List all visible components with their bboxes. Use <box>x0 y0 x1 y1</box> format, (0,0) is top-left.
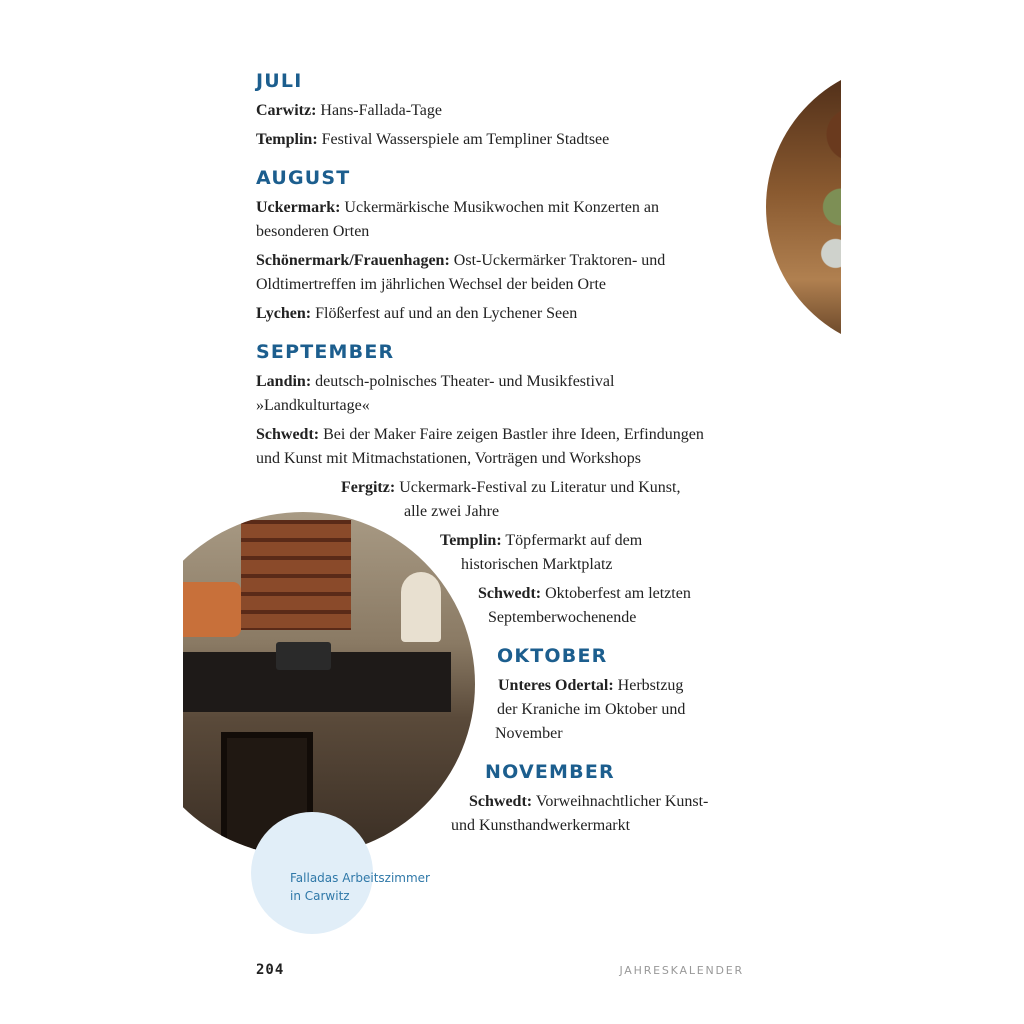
entry-september-templin <box>440 529 642 553</box>
entry-text: Festival Wasserspiele am Templiner Stadtsee <box>321 131 610 148</box>
entry-november-schwedt <box>469 790 708 814</box>
lamp-shape <box>401 572 441 642</box>
entry-text: und Kunst mit Mitmachstationen, Vorträgen und Workshops <box>256 450 641 467</box>
entry-place: Uckermark: <box>256 199 341 216</box>
entry-text: Bei der Maker Faire zeigen Bastler ihre Ideen, Erfindungen <box>323 426 704 443</box>
fallada-study-photo <box>183 512 475 856</box>
entry-place: Fergitz: <box>341 479 396 496</box>
entry-place: Schwedt: <box>256 426 320 443</box>
running-head: JAHRESKALENDER <box>619 964 744 977</box>
caption-line: in Carwitz <box>290 889 350 903</box>
entry-september-fergitz <box>341 476 680 500</box>
entry-place: Unteres Odertal: <box>498 677 614 694</box>
entry-august-schoenermark-cont <box>256 273 606 297</box>
entry-place: Carwitz: <box>256 102 317 119</box>
entry-august-uckermark <box>256 196 659 220</box>
entry-text: Septemberwochenende <box>488 609 637 626</box>
entry-place: Templin: <box>440 532 502 549</box>
entry-place: Lychen: <box>256 305 312 322</box>
page-number: 204 <box>256 962 285 978</box>
photo-caption <box>290 869 430 905</box>
entry-text: deutsch-polnisches Theater- und Musikfestival <box>315 373 615 390</box>
caption-line: Falladas Arbeitszimmer <box>290 871 430 885</box>
entry-november-schwedt-cont <box>451 814 630 838</box>
entry-juli-carwitz <box>256 99 442 123</box>
entry-august-schoenermark <box>256 249 665 273</box>
entry-text: November <box>495 725 563 742</box>
entry-text: der Kraniche im Oktober und <box>497 701 686 718</box>
entry-text: historischen Marktplatz <box>461 556 613 573</box>
typewriter-shape <box>276 642 331 670</box>
entry-text: Ost-Uckermärker Traktoren- und <box>453 252 666 269</box>
entry-juli-templin <box>256 128 609 152</box>
entry-september-schwedt-oktoberfest-cont <box>488 606 636 630</box>
bookshelf-shape <box>241 520 351 630</box>
entry-place: Schönermark/Frauenhagen: <box>256 252 450 269</box>
entry-text: alle zwei Jahre <box>404 503 500 520</box>
entry-august-uckermark-cont <box>256 220 369 244</box>
entry-text: Flößerfest auf und an den Lychener Seen <box>315 305 578 322</box>
entry-september-landin-cont <box>256 394 370 418</box>
entry-text: »Landkulturtage« <box>256 397 370 414</box>
heading-august: AUGUST <box>256 167 351 189</box>
entry-place: Schwedt: <box>478 585 542 602</box>
entry-place: Schwedt: <box>469 793 533 810</box>
entry-september-landin <box>256 370 614 394</box>
entry-september-schwedt-cont <box>256 447 641 471</box>
entry-text: Vorweihnachtlicher Kunst- <box>535 793 709 810</box>
entry-text: Oktoberfest am letzten <box>545 585 691 602</box>
festive-table-photo <box>766 62 841 352</box>
entry-august-lychen <box>256 302 577 326</box>
entry-text: besonderen Orten <box>256 223 370 240</box>
entry-oktober-odertal-cont <box>497 698 685 722</box>
entry-oktober-odertal <box>498 674 683 698</box>
entry-september-fergitz-cont <box>404 500 499 524</box>
entry-september-schwedt-oktoberfest <box>478 582 691 606</box>
entry-text: Uckermärkische Musikwochen mit Konzerten an <box>344 199 659 216</box>
entry-september-templin-cont <box>461 553 613 577</box>
entry-text: Herbstzug <box>617 677 684 694</box>
entry-text: Töpfermarkt auf dem <box>505 532 643 549</box>
entry-september-schwedt <box>256 423 704 447</box>
entry-oktober-odertal-cont2 <box>495 722 563 746</box>
sofa-shape <box>183 582 241 637</box>
entry-text: und Kunsthandwerkermarkt <box>451 817 631 834</box>
heading-oktober: OKTOBER <box>497 645 608 667</box>
entry-text: Hans-Fallada-Tage <box>320 102 442 119</box>
heading-november: NOVEMBER <box>485 761 615 783</box>
fallada-study-photo-disc <box>183 512 475 856</box>
heading-september: SEPTEMBER <box>256 341 395 363</box>
entry-text: Oldtimertreffen im jährlichen Wechsel der beiden Orte <box>256 276 606 293</box>
entry-place: Templin: <box>256 131 318 148</box>
entry-text: Uckermark-Festival zu Literatur und Kunst, <box>399 479 681 496</box>
festive-table-photo-disc <box>766 62 841 352</box>
heading-juli: JULI <box>256 70 303 92</box>
entry-place: Landin: <box>256 373 312 390</box>
